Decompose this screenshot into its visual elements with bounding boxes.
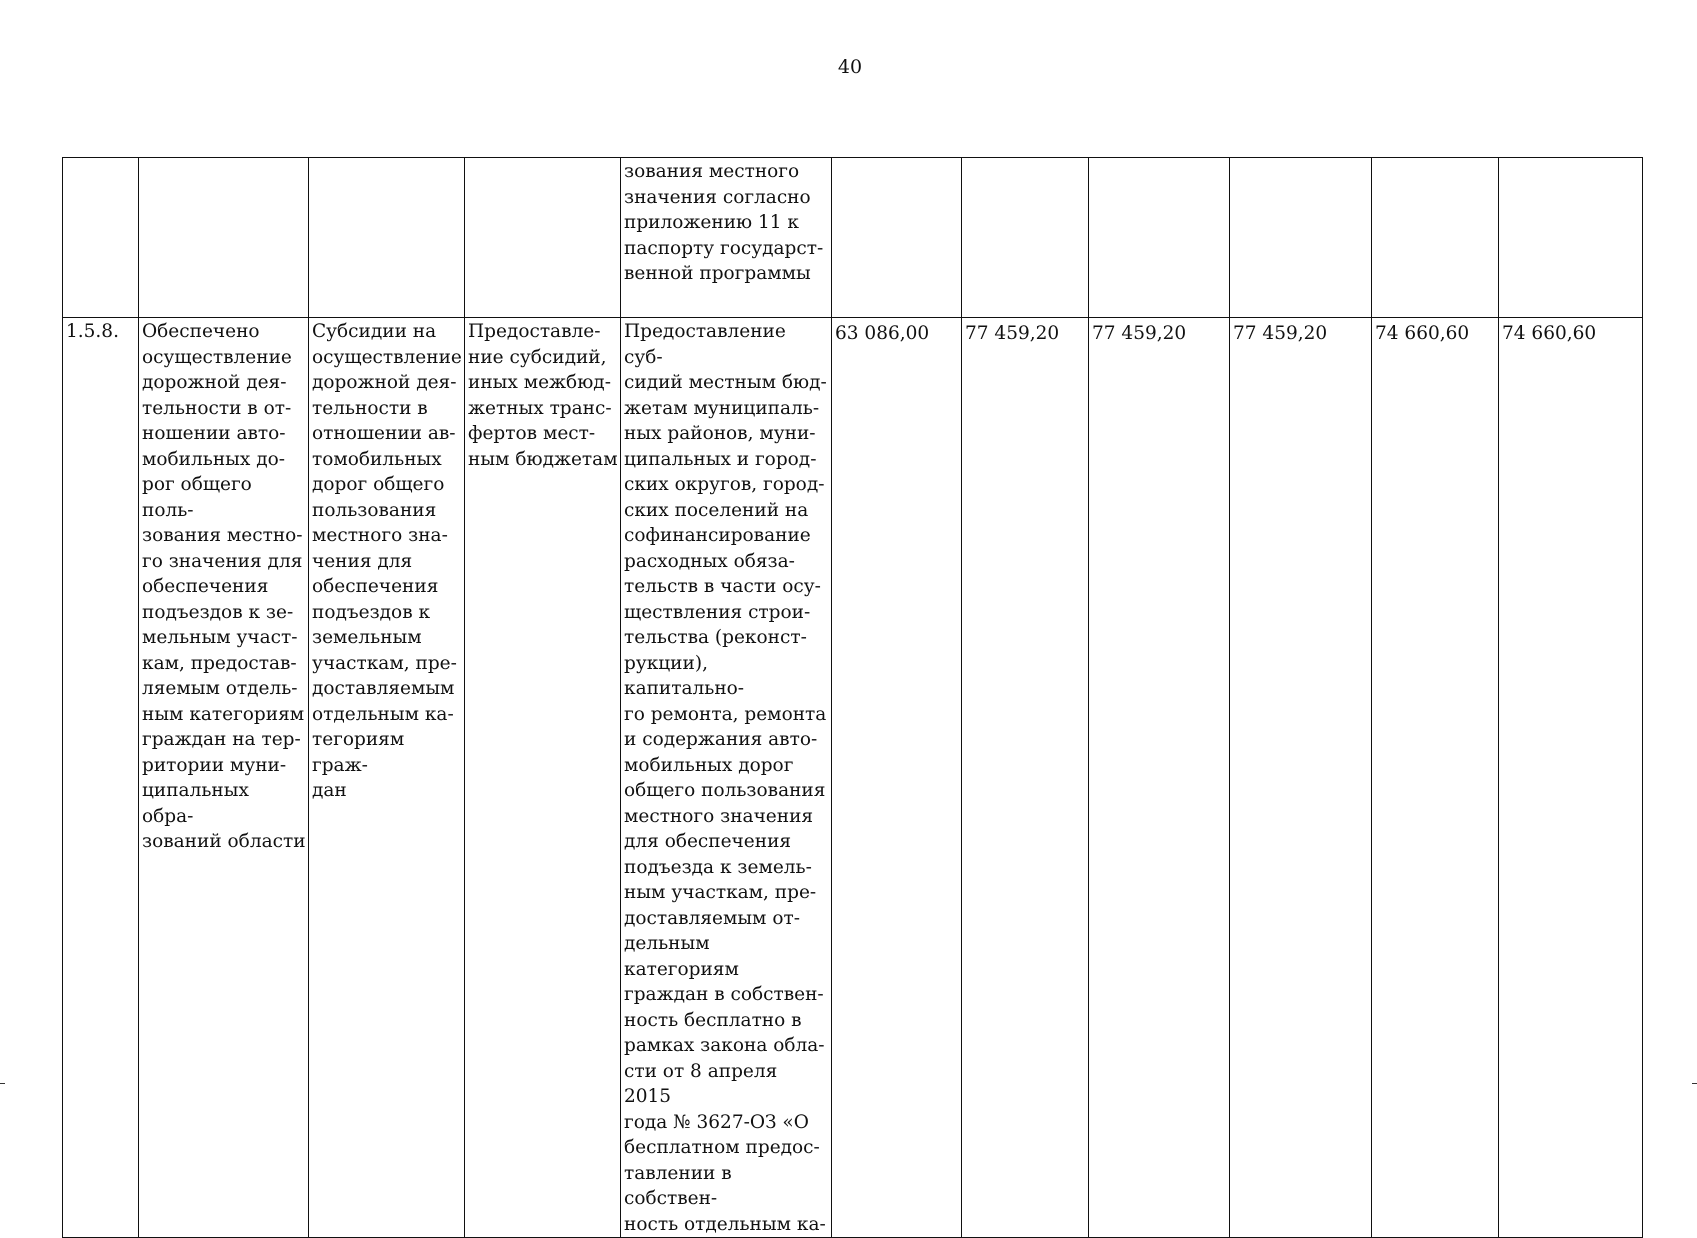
page-number: 40 — [837, 56, 863, 78]
cell-number — [63, 158, 139, 318]
cell-amount — [1499, 158, 1643, 318]
cell-amount — [962, 158, 1089, 318]
cell-amount — [1230, 158, 1372, 318]
budget-table — [62, 157, 1643, 1238]
cell-amount — [1372, 158, 1499, 318]
cell-number: 1.5.8. — [63, 318, 139, 1238]
cell-amount: 77 459,20 — [1089, 318, 1230, 1238]
cell-measure: Предоставле- ние субсидий, иных межбюд- жетных транс- фертов мест- ным бюджетам — [465, 318, 621, 1238]
table-row — [63, 318, 1643, 1238]
table-row — [63, 158, 1643, 318]
cell-amount: 77 459,20 — [1230, 318, 1372, 1238]
cell-result — [139, 158, 309, 318]
scan-edge-mark-right — [1692, 1083, 1697, 1084]
cell-amount — [1089, 158, 1230, 318]
cell-subsidy — [309, 158, 465, 318]
cell-result: Обеспечено осуществление дорожной дея- тельности в от- ношении авто- мобильных до- рог общего поль- зования местно- го значения для обеспечения подъездов к зе- мельным участ- кам, предостав- ляемым отдель- ным категориям граждан на тер- ритории муни- ципальных обра- зований области — [139, 318, 309, 1238]
cell-measure — [465, 158, 621, 318]
cell-amount: 74 660,60 — [1499, 318, 1643, 1238]
cell-amount: 63 086,00 — [832, 318, 962, 1238]
cell-amount: 74 660,60 — [1372, 318, 1499, 1238]
scan-edge-mark-left — [0, 1083, 5, 1084]
cell-amount — [832, 158, 962, 318]
cell-description: зования местного значения согласно приложению 11 к паспорту государст- венной программы — [621, 158, 832, 318]
cell-description: Предоставление суб- сидий местным бюд- жетам муниципаль- ных районов, муни- ципальных и город- ских округов, город- ских поселений на софинансирование расходных обяза- тельств в части осу- ществления строи- тельства (реконст- рукции), капитально- го ремонта, ремонта и содержания авто- мобильных дорог общего пользования местного значения для обеспечения подъезда к земель- ным участкам, пре- доставляемым от- дельным категориям граждан в собствен- ность бесплатно в рамках закона обла- сти от 8 апреля 2015 года № 3627-ОЗ «О бесплатном предос- тавлении в собствен- ность отдельным ка- — [621, 318, 832, 1238]
cell-amount: 77 459,20 — [962, 318, 1089, 1238]
cell-subsidy: Субсидии на осуществление дорожной дея- тельности в отношении ав- томобильных дорог общего пользования местного зна- чения для обеспечения подъездов к земельным участкам, пре- доставляемым отдельным ка- тегориям граж- дан — [309, 318, 465, 1238]
